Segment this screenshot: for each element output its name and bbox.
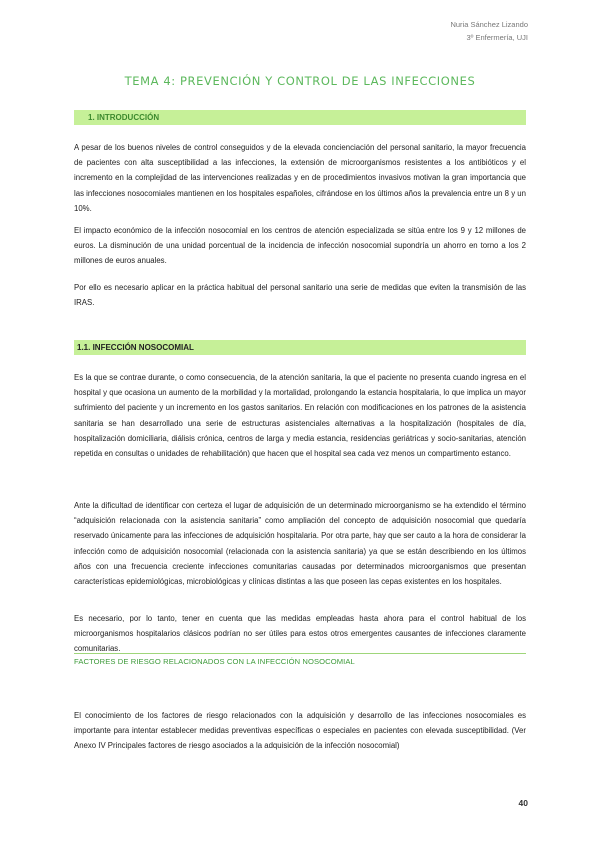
paragraph: Es necesario, por lo tanto, tener en cuenta que las medidas empleadas hasta ahora para el control habitual de los microorganismos hospitalarios clásicos podrían no ser útiles para estos otros emergentes causantes de infecciones claramente comunitarias. — [74, 614, 526, 654]
paragraph: Ante la dificultad de identificar con certeza el lugar de adquisición de un determinado microorganismo se ha extendido el término “adquisición relacionada con la asistencia sanitaria” como ampliación del concepto de adquisición nosocomial que quedaría reservado únicamente para las infecciones de adquisición hospitalaria. Por otra parte, hay que ser cauto a la hora de considerar la infección como de adquisición nosocomial (relacionada con la asistencia sanitaria) ya que se están describiendo en los últimos años con una frecuencia creciente infecciones comunitarias causadas por determinados microorganismos que presentan características epidemiológicas, microbiológicas y clínicas distintas a las que poseen las cepas existentes en los hospitales. — [74, 501, 526, 587]
paragraph: A pesar de los buenos niveles de control conseguidos y de la elevada concienciación del personal sanitario, la mayor frecuencia de pacientes con alta susceptibilidad a las infecciones, la extensión de microorganismos resistentes a los antibióticos y el incremento en la complejidad de las intervenciones realizadas y en de procedimientos invasivos motivan la gran importancia que las infecciones nosocomiales mantienen en los hospitales españoles, cifrándose en los últimos años la prevalencia entre un 8 y un 10%. — [74, 143, 526, 213]
section-heading-infeccion-nosocomial: 1.1. INFECCIÓN NOSOCOMIAL — [74, 340, 526, 355]
document-title: TEMA 4: PREVENCIÓN Y CONTROL DE LAS INFECCIONES — [124, 74, 476, 88]
section-heading-introduccion: 1. INTRODUCCIÓN — [74, 110, 526, 125]
course-name: 3º Enfermería, UJI — [466, 33, 528, 42]
page-header — [450, 18, 528, 44]
paragraph: Por ello es necesario aplicar en la práctica habitual del personal sanitario una serie de medidas que eviten la transmisión de las IRAS. — [74, 283, 526, 308]
page-number: 40 — [518, 798, 528, 808]
subsection-heading-factores-riesgo: FACTORES DE RIESGO RELACIONADOS CON LA INFECCIÓN NOSOCOMIAL — [74, 653, 526, 666]
author-name: Nuria Sánchez Lizando — [450, 20, 528, 29]
paragraph: El conocimiento de los factores de riesgo relacionados con la adquisición y desarrollo de las infecciones nosocomiales es importante para intentar establecer medidas preventivas específicas o especiales en pacientes con elevada susceptibilidad. (Ver Anexo IV Principales factores de riesgo asociados a la adquisición de la infección nosocomial) — [74, 711, 526, 751]
paragraph: Es la que se contrae durante, o como consecuencia, de la atención sanitaria, la que el paciente no presenta cuando ingresa en el hospital y que ocasiona un aumento de la morbilidad y la mortalidad, prolongando la estancia hospitalaria, lo que implica un mayor sufrimiento del paciente y un incremento en los gastos sanitarios. En relación con modificaciones en los patrones de la asistencia sanitaria se han desarrollado una serie de estructuras asistenciales alternativas a la hospitalización (hospitales de día, hospitalización domiciliaria, diálisis crónica, centros de larga y media estancia, residencias geriátricas y socio-sanitarias, atención repetida en consultas o unidades de rehabilitación) que hacen que el hospital sea cada vez menos un compartimento estanco. — [74, 373, 526, 459]
paragraph: El impacto económico de la infección nosocomial en los centros de atención especializada se sitúa entre los 9 y 12 millones de euros. La disminución de una unidad porcentual de la incidencia de infección nosocomial supondría un ahorro en torno a los 2 millones de euros anuales. — [74, 226, 526, 266]
